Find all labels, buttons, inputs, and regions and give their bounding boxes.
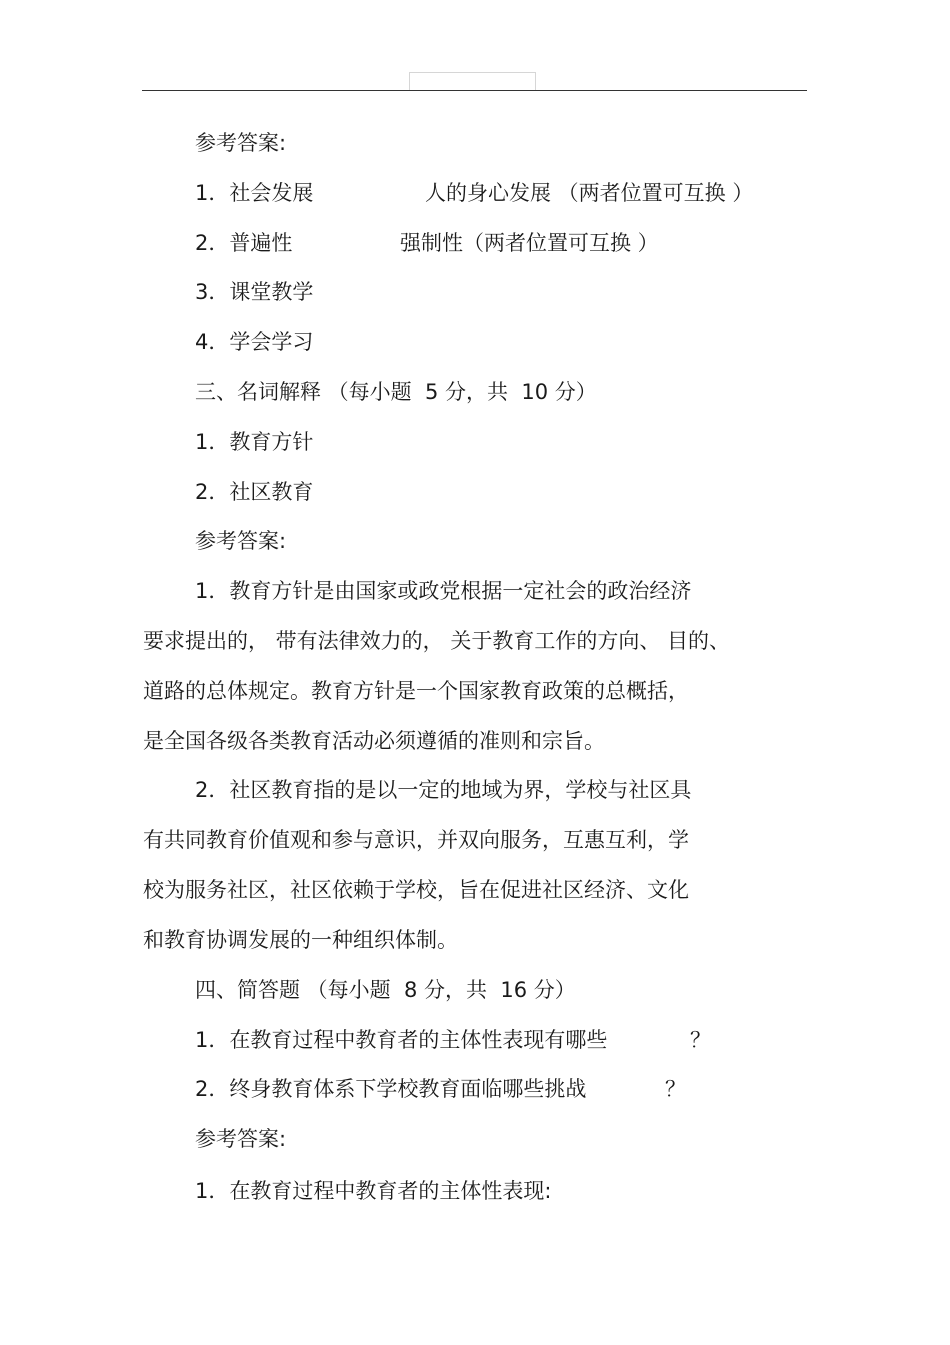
answer-line-1 — [195, 179, 795, 207]
paragraph-line: 校为服务社区，社区依赖于学校，旨在促进社区经济、文化 — [143, 878, 689, 902]
question-mark: ？ — [690, 1028, 711, 1052]
question-mark: ？ — [665, 1077, 686, 1101]
answer-line-3: 3．课堂教学 — [195, 280, 314, 304]
answer-line: 1．在教育过程中教育者的主体性表现: — [195, 1179, 552, 1203]
paragraph-line: 要求提出的， 带有法律效力的， 关于教育工作的方向、 目的、 — [143, 629, 731, 653]
short-question-1-text: 1．在教育过程中教育者的主体性表现有哪些 — [195, 1028, 608, 1052]
section-heading-terms: 三、名词解释 （每小题 5 分，共 10 分） — [195, 380, 597, 404]
answer-1-blank-b: 人的身心发展 （两者位置可互换 ） — [425, 181, 754, 205]
term-question-2: 2．社区教育 — [195, 480, 314, 504]
answer-line-4: 4．学会学习 — [195, 330, 314, 354]
short-question-1 — [195, 1026, 795, 1054]
paragraph-line: 道路的总体规定。教育方针是一个国家教育政策的总概括， — [143, 679, 689, 703]
short-question-2-text: 2．终身教育体系下学校教育面临哪些挑战 — [195, 1077, 587, 1101]
answer-heading: 参考答案: — [195, 1127, 287, 1151]
section-heading-short-answer: 四、简答题 （每小题 8 分，共 16 分） — [195, 978, 576, 1002]
header-tab — [409, 72, 536, 91]
answer-heading: 参考答案: — [195, 529, 287, 553]
paragraph-line: 1．教育方针是由国家或政党根据一定社会的政治经济 — [195, 579, 692, 603]
paragraph-line: 2．社区教育指的是以一定的地域为界，学校与社区具 — [195, 778, 692, 802]
answer-line-2 — [195, 229, 795, 257]
paragraph-line: 有共同教育价值观和参与意识，并双向服务，互惠互利，学 — [143, 828, 689, 852]
answer-2-blank-a: 2．普遍性 — [195, 231, 293, 255]
answer-2-blank-b: 强制性（两者位置可互换 ） — [400, 231, 659, 255]
paragraph-line: 是全国各级各类教育活动必须遵循的准则和宗旨。 — [143, 729, 605, 753]
term-question-1: 1．教育方针 — [195, 430, 314, 454]
answer-1-blank-a: 1．社会发展 — [195, 181, 314, 205]
answer-heading: 参考答案: — [195, 131, 287, 155]
header-rule — [142, 90, 807, 91]
short-question-2 — [195, 1075, 795, 1103]
paragraph-line: 和教育协调发展的一种组织体制。 — [143, 928, 458, 952]
